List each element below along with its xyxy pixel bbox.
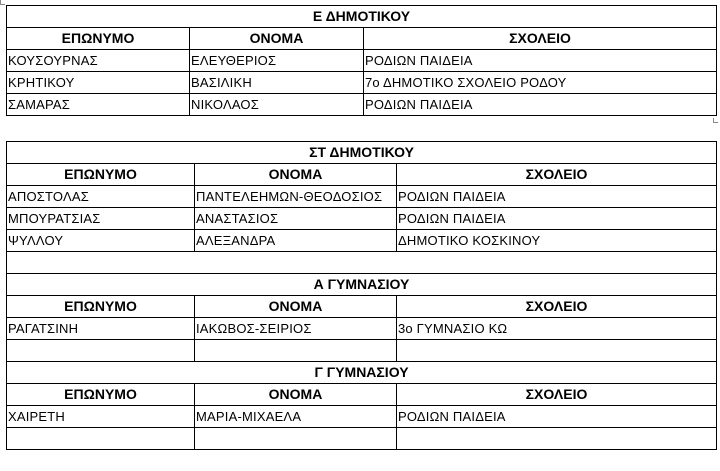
table-row [7, 208, 717, 230]
table-row [7, 50, 717, 72]
cell-surname: ΜΠΟΥΡΑΤΣΙΑΣ [7, 208, 195, 230]
cell-school: ΡΟΔΙΩΝ ΠΑΙΔΕΙΑ [364, 94, 717, 116]
cell-name: ΑΝΑΣΤΑΣΙΟΣ [195, 208, 397, 230]
cell-name: ΝΙΚΟΛΑΟΣ [190, 94, 364, 116]
cell-surname: ΚΡΗΤΙΚΟΥ [7, 72, 190, 94]
cell-school: ΔΗΜΟΤΙΚΟ ΚΟΣΚΙΝΟΥ [397, 230, 717, 252]
table-row [7, 428, 717, 450]
cell-name [195, 340, 397, 362]
cell-school: 7ο ΔΗΜΟΤΙΚΟ ΣΧΟΛΕΙΟ ΡΟΔΟΥ [364, 72, 717, 94]
table-header-row [7, 28, 717, 50]
cell-school: ΡΟΔΙΩΝ ΠΑΙΔΕΙΑ [397, 186, 717, 208]
cell-surname: ΧΑΙΡΕΤΗ [7, 406, 195, 428]
cell-surname: ΣΑΜΑΡΑΣ [7, 94, 190, 116]
page-corner-mark [0, 0, 5, 5]
cell-name: ΒΑΣΙΛΙΚΗ [190, 72, 364, 94]
cell-name: ΠΑΝΤΕΛΕΗΜΩΝ-ΘΕΟΔΟΣΙΟΣ [195, 186, 397, 208]
cell-name: ΑΛΕΞΑΝΔΡΑ [195, 230, 397, 252]
column-header-surname: ΕΠΩΝΥΜΟ [7, 296, 195, 318]
column-header-name: ΟΝΟΜΑ [195, 296, 397, 318]
table-title: Γ ΓΥΜΝΑΣΙΟΥ [7, 362, 717, 384]
cell-surname [7, 340, 195, 362]
column-header-name: ΟΝΟΜΑ [195, 384, 397, 406]
cell-surname [7, 428, 195, 450]
table-row [7, 230, 717, 252]
cell-surname: ΑΠΟΣΤΟΛΑΣ [7, 186, 195, 208]
column-header-name: ΟΝΟΜΑ [190, 28, 364, 50]
cell-name [195, 428, 397, 450]
table-row [7, 94, 717, 116]
page-corner-mark [713, 118, 718, 123]
column-header-surname: ΕΠΩΝΥΜΟ [7, 164, 195, 186]
spacer-cell [7, 252, 717, 274]
column-header-school: ΣΧΟΛΕΙΟ [397, 384, 717, 406]
table-row [7, 340, 717, 362]
cell-school [397, 340, 717, 362]
cell-school: ΡΟΔΙΩΝ ΠΑΙΔΕΙΑ [397, 208, 717, 230]
column-header-surname: ΕΠΩΝΥΜΟ [7, 384, 195, 406]
table-header-row [7, 384, 717, 406]
cell-surname: ΨΥΛΛΟΥ [7, 230, 195, 252]
cell-name: ΜΑΡΙΑ-ΜΙΧΑΕΛΑ [195, 406, 397, 428]
cell-school: ΡΟΔΙΩΝ ΠΑΙΔΕΙΑ [397, 406, 717, 428]
column-header-surname: ΕΠΩΝΥΜΟ [7, 28, 190, 50]
table-title-row [7, 142, 717, 164]
table-title-row [7, 274, 717, 296]
cell-school: 3ο ΓΥΜΝΑΣΙΟ ΚΩ [397, 318, 717, 340]
column-header-school: ΣΧΟΛΕΙΟ [397, 164, 717, 186]
column-header-school: ΣΧΟΛΕΙΟ [364, 28, 717, 50]
table-title: Ε ΔΗΜΟΤΙΚΟΥ [7, 6, 717, 28]
table-header-row [7, 296, 717, 318]
table-e-dimotikou [6, 5, 717, 116]
cell-name: ΕΛΕΥΘΕΡΙΟΣ [190, 50, 364, 72]
cell-school [397, 428, 717, 450]
column-header-school: ΣΧΟΛΕΙΟ [397, 296, 717, 318]
cell-surname: ΡΑΓΑΤΣΙΝΗ [7, 318, 195, 340]
table-title-row [7, 362, 717, 384]
table-lower-grades [6, 141, 717, 450]
cell-surname: ΚΟΥΣΟΥΡΝΑΣ [7, 50, 190, 72]
table-title-row [7, 6, 717, 28]
cell-name: ΙΑΚΩΒΟΣ-ΣΕΙΡΙΟΣ [195, 318, 397, 340]
column-header-name: ΟΝΟΜΑ [195, 164, 397, 186]
table-row [7, 186, 717, 208]
spacer-row [7, 252, 717, 274]
table-row [7, 406, 717, 428]
table-title: ΣΤ ΔΗΜΟΤΙΚΟΥ [7, 142, 717, 164]
table-row [7, 72, 717, 94]
table-header-row [7, 164, 717, 186]
cell-school: ΡΟΔΙΩΝ ΠΑΙΔΕΙΑ [364, 50, 717, 72]
table-title: Α ΓΥΜΝΑΣΙΟΥ [7, 274, 717, 296]
table-row [7, 318, 717, 340]
